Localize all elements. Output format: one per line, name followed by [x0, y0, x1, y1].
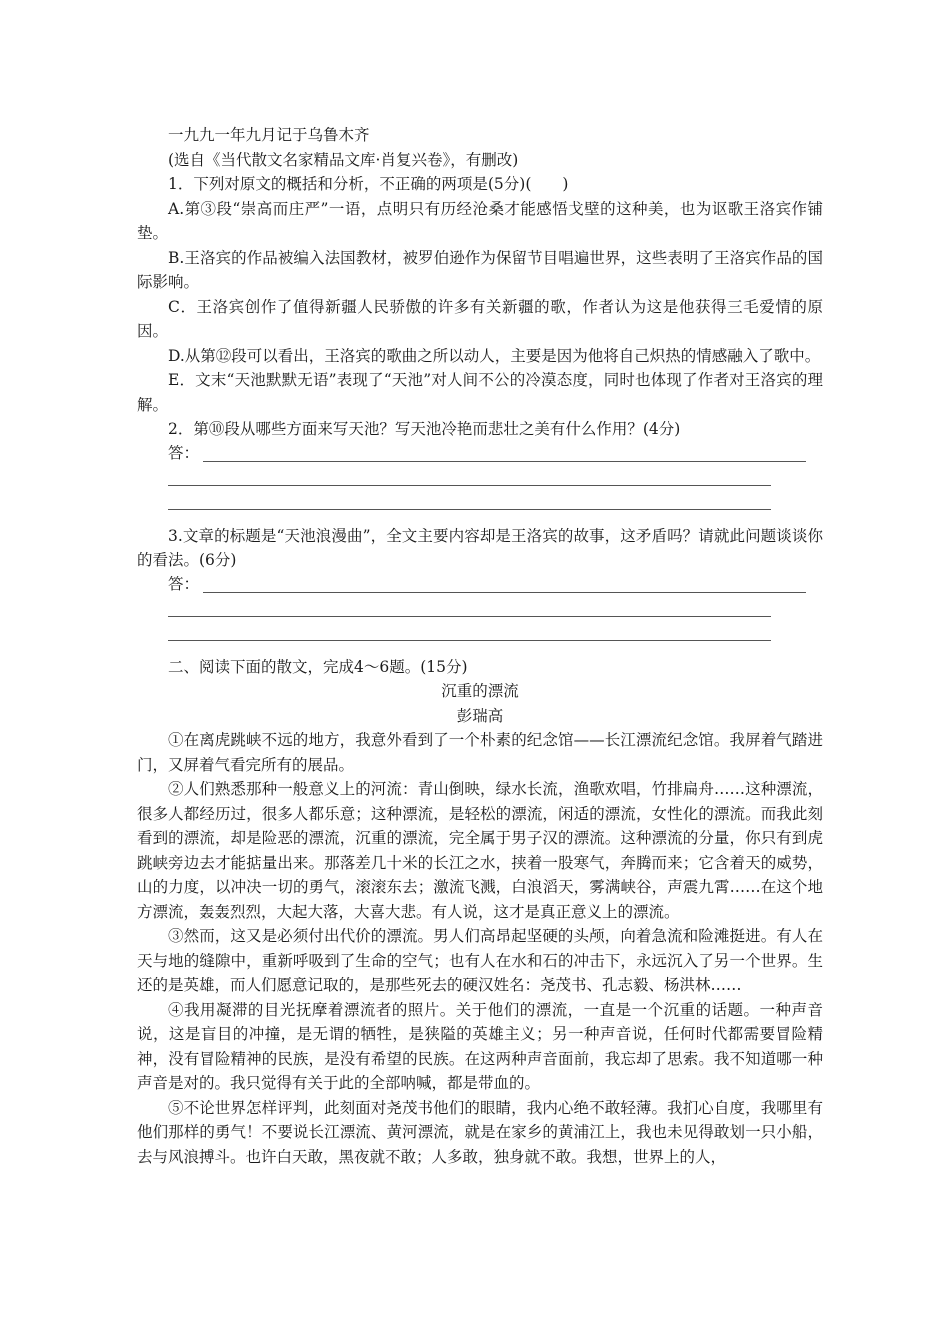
question-1-option-e: E．文末“天池默默无语”表现了“天池”对人间不公的冷漠态度，同时也体现了作者对王洛宾的理解。	[137, 371, 823, 414]
question-1-stem: 1．下列对原文的概括和分析，不正确的两项是(5分)( )	[168, 175, 569, 193]
answer-rule	[203, 461, 806, 462]
source-citation: (选自《当代散文名家精品文库·肖复兴卷》，有删改)	[168, 150, 519, 169]
question-1-option-c: C．王洛宾创作了值得新疆人民骄傲的许多有关新疆的歌，作者认为这是他获得三毛爱情的原因。	[137, 297, 823, 340]
essay-paragraph-1: ①在离虎跳峡不远的地方，我意外看到了一个朴素的纪念馆——长江漂流纪念馆。我屏着气踏进门，又屏着气看完所有的展品。	[137, 731, 823, 774]
spacer	[137, 645, 823, 655]
question-2-blank-line-1[interactable]	[137, 466, 823, 490]
question-1-option-a: A.第③段“崇高而庄严”一语，点明只有历经沧桑才能感悟戈壁的这种美，也为讴歌王洛宾作铺垫。	[137, 199, 823, 242]
question-1-option-d: D.从第⑫段可以看出，王洛宾的歌曲之所以动人，主要是因为他将自己炽热的情感融入了歌中。	[168, 346, 821, 365]
question-2-answer-label: 答：	[168, 444, 200, 462]
essay-title: 沉重的漂流	[441, 682, 519, 700]
essay-paragraph-4: ④我用凝滞的目光抚摩着漂流者的照片。关于他们的漂流，一直是一个沉重的话题。一种声音说，这是盲目的冲撞，是无谓的牺牲，是狭隘的英雄主义；另一种声音说，任何时代都需要冒险精神，没有冒险精神的民族，是没有希望的民族。在这两种声音面前，我忘却了思索。我不知道哪一种声音是对的。我只觉得有关于此的全部呐喊，都是带血的。	[137, 1000, 823, 1092]
source-date-line: 一九九一年九月记于乌鲁木齐	[168, 126, 370, 144]
question-3-blank-line-1[interactable]	[137, 597, 823, 621]
question-3-stem: 3.文章的标题是“天池浪漫曲”，全文主要内容却是王洛宾的故事，这矛盾吗？请就此问题谈谈你的看法。(6分)	[137, 526, 823, 569]
question-1-option-b: B.王洛宾的作品被编入法国教材，被罗伯逊作为保留节目唱遍世界，这些表明了王洛宾作品的国际影响。	[137, 248, 823, 291]
essay-author: 彭瑞高	[456, 706, 504, 725]
section-2-heading: 二、阅读下面的散文，完成4～6题。(15分)	[168, 657, 468, 676]
answer-rule	[203, 592, 806, 593]
question-2-answer-line[interactable]	[137, 442, 823, 466]
question-3-answer-label: 答：	[168, 575, 200, 593]
essay-paragraph-3: ③然而，这又是必须付出代价的漂流。男人们高昂起坚硬的头颅，向着急流和险滩挺进。有人在天与地的缝隙中，重新呼吸到了生命的空气；也有人在水和石的冲击下，永远沉入了另一个世界。生还的是英雄，而人们愿意记取的，是那些死去的硬汉姓名：尧茂书、孔志毅、杨洪林……	[137, 927, 823, 994]
question-3-blank-line-2[interactable]	[137, 621, 823, 645]
essay-paragraph-5: ⑤不论世界怎样评判，此刻面对尧茂书他们的眼睛，我内心绝不敢轻薄。我扪心自度，我哪里有他们那样的勇气！不要说长江漂流、黄河漂流，就是在家乡的黄浦江上，我也未见得敢划一只小船，去与风浪搏斗。也许白天敢，黑夜就不敢；人多敢，独身就不敢。我想，世界上的人，	[137, 1098, 823, 1166]
essay-paragraph-2: ②人们熟悉那种一般意义上的河流：青山倒映，绿水长流，渔歌欢唱，竹排扁舟……这种漂流，很多人都经历过，很多人都乐意；这种漂流，是轻松的漂流，闲适的漂流，女性化的漂流。而我此刻看到的漂流，却是险恶的漂流，沉重的漂流，完全属于男子汉的漂流。这种漂流的分量，你只有到虎跳峡旁边去才能掂量出来。那落差几十米的长江之水，挟着一股寒气，奔腾而来；它含着天的威势，山的力度，以冲决一切的勇气，滚滚东去；激流飞溅，白浪滔天，雾满峡谷，声震九霄……在这个地方漂流，轰轰烈烈，大起大落，大喜大悲。有人说，这才是真正意义上的漂流。	[137, 780, 823, 921]
question-2-blank-line-2[interactable]	[137, 490, 823, 514]
spacer	[137, 514, 823, 524]
document-body	[137, 123, 823, 1169]
question-2-stem: 2．第⑩段从哪些方面来写天池？写天池冷艳而悲壮之美有什么作用？(4分)	[168, 420, 681, 438]
question-3-answer-line[interactable]	[137, 573, 823, 597]
